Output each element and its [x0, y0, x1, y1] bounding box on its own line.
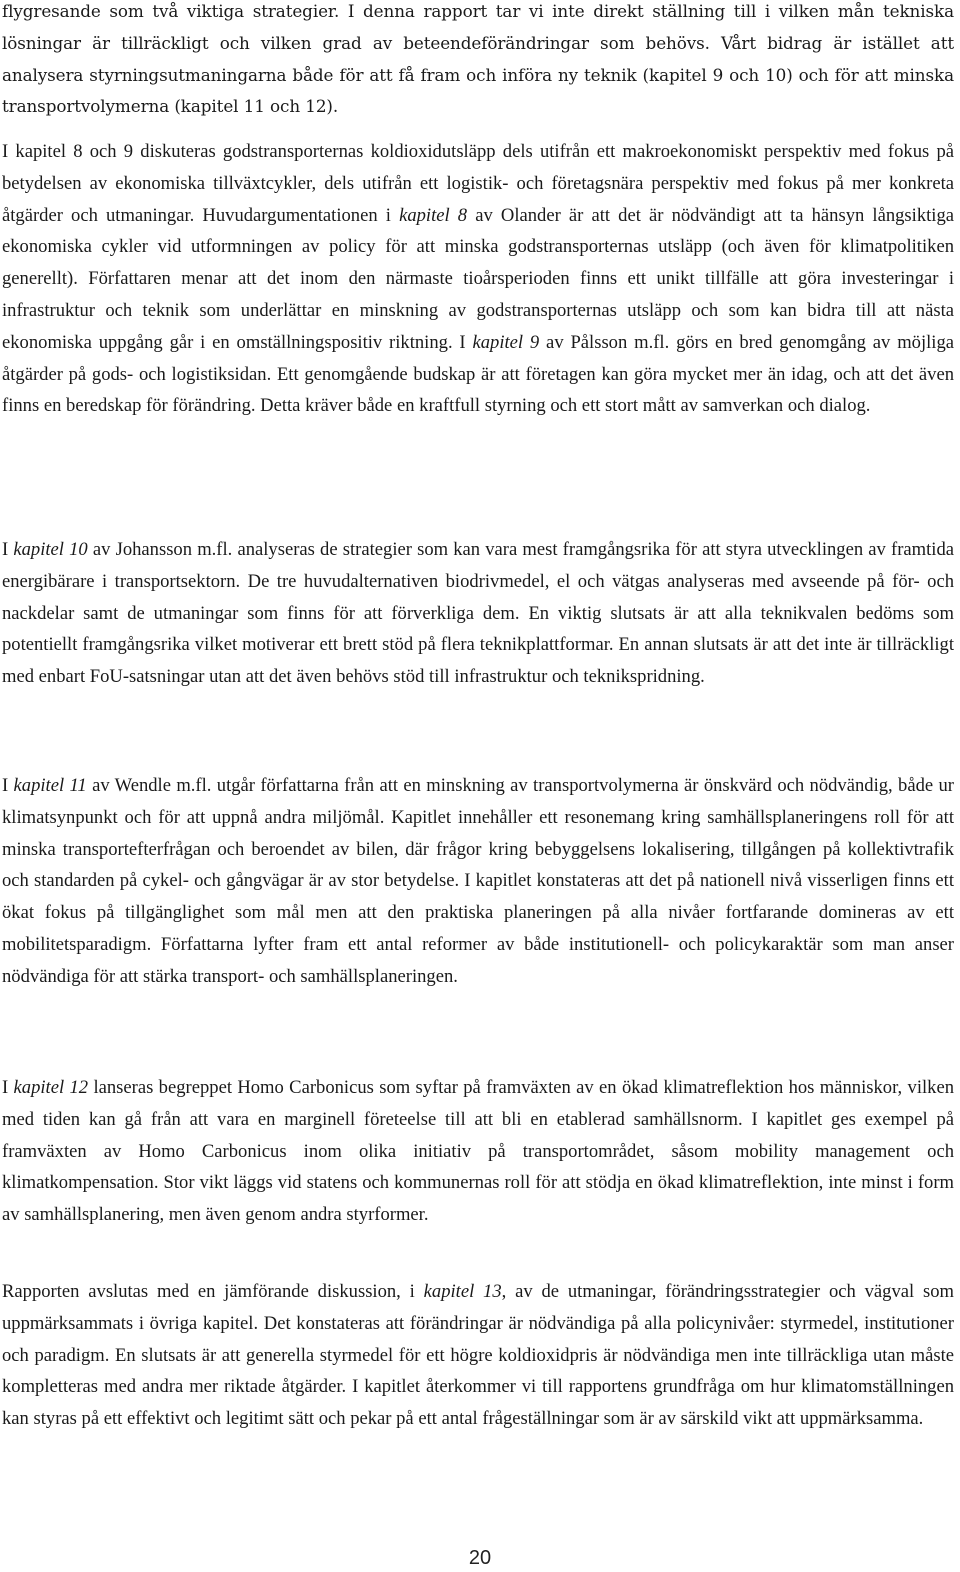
- paragraph-text: I: [2, 1077, 14, 1098]
- paragraph-intro: [2, 0, 954, 123]
- chapter-reference: kapitel 13: [423, 1281, 502, 1302]
- paragraph-text: lanseras begreppet Homo Carbonicus som syftar på framväxten av en ökad klimatreflektion hos människor, vilken med tiden kan gå från att vara en marginell företeelse till att bli en etablerad samhällsnorm. I kapitlet ges exempel på framväxten av Homo Carbonicus inom olika initiativ på transportområdet, såsom mobility management och klimatkompensation. Stor vikt läggs vid statens och kommunernas roll för att stödja en ökad klimatreflektion, inte minst i form av samhällsplanering, men även genom andra styrformer.: [2, 1077, 954, 1226]
- paragraph-text: I: [2, 775, 14, 796]
- chapter-reference: kapitel 11: [13, 775, 87, 796]
- paragraph-kapitel-11: [2, 770, 954, 993]
- paragraph-text: av Olander är att det är nödvändigt att ta hänsyn långsiktiga ekonomiska cykler vid utformningen av policy för att minska godstransporternas utsläpp (och även för klimatpolitiken generellt). Författaren menar att det inom den närmaste tioårsperioden finns ett unikt tillfälle att göra investeringar i infrastruktur och teknik som underlättar en minskning av godstransporternas utsläpp och som kan bidra till att nästa ekonomiska uppgång går i en omställningspositiv riktning. I: [2, 204, 955, 353]
- paragraph-text: I kapitel 8 och 9 diskuteras godstransporternas koldioxidutsläpp dels utifrån ett makroekonomiskt perspektiv med fokus på betydelsen av ekonomiska tillväxtcykler, dels utifrån ett logistik- och företagsnära perspektiv med fokus på mer konkreta åtgärder och utmaningar. Huvudargumentationen i: [2, 141, 954, 226]
- paragraph-text: av Wendle m.fl. utgår författarna från att en minskning av transportvolymerna är önskvärd och nödvändig, både ur klimatsynpunkt och för att uppnå andra miljömål. Kapitlet innehåller ett resonemang kring samhällsplaneringens roll för att minska transportefterfrågan och beroendet av bilen, där frågor kring bebyggelsens lokalisering, tillgången på kollektivtrafik och standarden på cykel- och gångvägar är av stor betydelse. I kapitlet konstateras att det på nationell nivå visserligen finns ett ökat fokus på tillgänglighet som mål men att den praktiska planeringen på alla nivåer fortfarande domineras av ett mobilitetsparadigm. Författarna lyfter fram ett antal reformer av både institutionell- och policykaraktär som man anser nödvändiga för att stärka transport- och samhällsplaneringen.: [2, 775, 954, 987]
- chapter-reference: kapitel 10: [13, 539, 88, 560]
- paragraph-kapitel-12: [2, 1072, 954, 1231]
- chapter-reference: kapitel 9: [472, 331, 540, 353]
- page-number: 20: [468, 1547, 492, 1569]
- paragraph-text: Rapporten avslutas med en jämförande diskussion, i: [2, 1281, 424, 1302]
- paragraph-text: av Pålsson m.fl. görs en bred genomgång av möjliga åtgärder på gods- och logistiksidan. Ett genomgående budskap är att företagen kan göra mycket mer än idag, och att det även finns en beredskap för förändring. Detta kräver både en kraftfull styrning och ett stort mått av samverkan och dialog.: [2, 331, 955, 417]
- paragraph-kapitel-8-9: [2, 136, 954, 422]
- paragraph-text: I: [2, 539, 14, 560]
- paragraph-text: , av de utmaningar, förändringsstrategier och vägval som uppmärksammats i övriga kapitel. Det konstateras att förändringar är nödvändiga på alla policynivåer: styrmedel, institutioner och paradigm. En slutsats är att generella styrmedel för ett högre koldioxidpris är nödvändiga men inte tillräckliga utan måste kompletteras med andra mer riktade åtgärder. I kapitlet återkommer vi till rapportens grundfråga om hur klimatomställningen kan styras på ett effektivt och legitimt sätt och pekar på ett antal frågeställningar som är av särskild vikt att uppmärksamma.: [2, 1281, 954, 1430]
- paragraph-kapitel-10: [2, 534, 954, 693]
- paragraph-text: flygresande som två viktiga strategier. I denna rapport tar vi inte direkt ställning till i vilken mån tekniska lösningar är tillräckligt och vilken grad av beteendeförändringar som behövs. Vårt bidrag är istället att analysera styrningsutmaningarna både för att få fram och införa ny teknik (kapitel 9 och 10) och för att minska transportvolymerna (kapitel 11 och 12).: [2, 1, 954, 117]
- chapter-reference: kapitel 12: [13, 1077, 89, 1098]
- paragraph-text: av Johansson m.fl. analyseras de strategier som kan vara mest framgångsrika för att styra utvecklingen av framtida energibärare i transportsektorn. De tre huvudalternativen biodrivmedel, el och vätgas analyseras med avseende på för- och nackdelar samt de utmaningar som finns för att förverkliga dem. En viktig slutsats är att alla teknikvalen bedöms som potentiellt framgångsrika vilket motiverar ett brett stöd på flera teknikplattformar. En annan slutsats är att det inte är tillräckligt med enbart FoU-satsningar utan att det även behövs stöd till infrastruktur och teknikspridning.: [2, 539, 954, 688]
- paragraph-kapitel-13: [2, 1276, 954, 1435]
- chapter-reference: kapitel 8: [399, 204, 468, 226]
